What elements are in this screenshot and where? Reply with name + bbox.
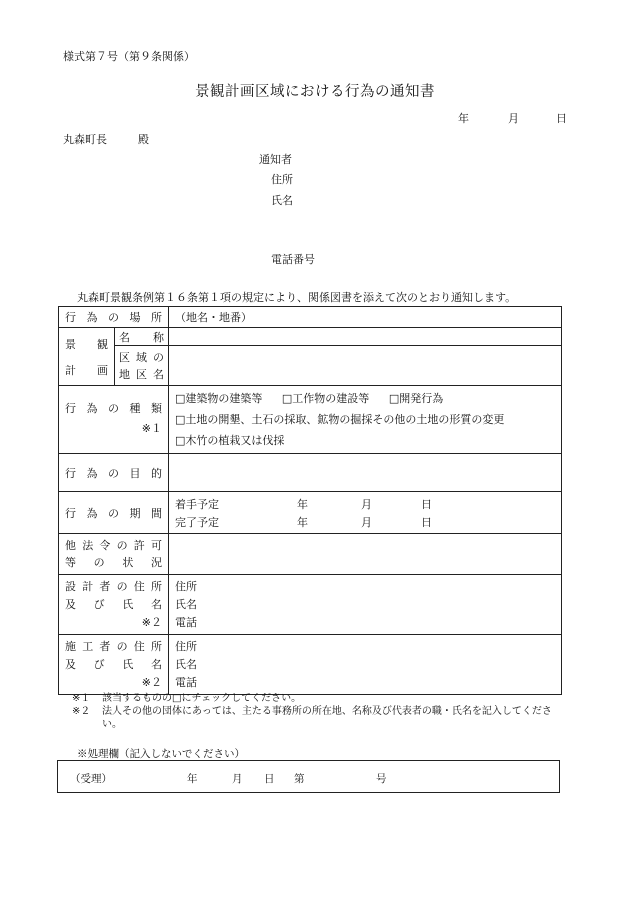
kind-option-structure[interactable]: □工作物の建設等 bbox=[281, 392, 370, 405]
other-law-label bbox=[59, 534, 169, 575]
date-year-label: 年 bbox=[458, 112, 469, 125]
constructor-phone-label[interactable]: 電話 bbox=[175, 675, 197, 689]
district-field[interactable] bbox=[169, 346, 562, 386]
addressee-honorific: 殿 bbox=[138, 133, 149, 146]
form-number: 様式第７号（第９条関係） bbox=[63, 50, 195, 63]
plan-label bbox=[59, 328, 115, 386]
other-law-field[interactable] bbox=[169, 534, 562, 575]
district-label bbox=[115, 346, 169, 386]
date-month-label: 月 bbox=[508, 112, 519, 125]
page-title: 景観計画区域における行為の通知書 bbox=[195, 84, 435, 100]
constructor-field bbox=[169, 635, 562, 695]
designer-name-label[interactable]: 氏名 bbox=[175, 597, 197, 611]
plan-label-line2: 計 画 bbox=[65, 363, 108, 377]
constructor-label-line1: 施工者の住所 bbox=[65, 639, 162, 653]
kind-options bbox=[169, 386, 562, 454]
notifier-address-label: 住所 bbox=[271, 173, 293, 186]
other-law-label-line1: 他法令の許可 bbox=[65, 539, 162, 552]
kind-label: 行為の種類 bbox=[65, 401, 162, 415]
kind-option-development[interactable]: □開発行為 bbox=[388, 392, 444, 405]
notifier-label: 通知者 bbox=[259, 153, 292, 166]
plan-label-line1: 景 観 bbox=[65, 337, 108, 351]
period-start-label: 着手予定 bbox=[175, 497, 219, 511]
footnote-1 bbox=[72, 692, 570, 705]
processing-box bbox=[57, 760, 560, 793]
footnote-2-mark: ※２ bbox=[72, 706, 91, 717]
row-purpose bbox=[59, 454, 562, 492]
period-start-year: 年 bbox=[297, 497, 308, 511]
other-law-label-line2: 等の状況 bbox=[65, 556, 162, 569]
location-label: 行為の場所 bbox=[59, 307, 169, 328]
district-label-line2: 地区名 bbox=[119, 367, 164, 381]
period-end-month: 月 bbox=[361, 515, 372, 529]
designer-field bbox=[169, 575, 562, 635]
location-field[interactable]: （地名・地番） bbox=[169, 307, 562, 328]
period-start-day: 日 bbox=[421, 497, 432, 511]
footnotes bbox=[72, 692, 570, 731]
processing-label: ※処理欄（記入しないでください） bbox=[77, 748, 245, 760]
designer-label-line2: 及び氏名 bbox=[65, 597, 162, 611]
kind-option-building[interactable]: □建築物の建築等 bbox=[175, 392, 263, 405]
processing-dai: 第 bbox=[294, 773, 305, 785]
row-period bbox=[59, 492, 562, 534]
kind-note-mark: ※１ bbox=[141, 421, 162, 435]
constructor-address-label[interactable]: 住所 bbox=[175, 639, 197, 653]
row-plan-district bbox=[59, 346, 562, 386]
designer-address-label[interactable]: 住所 bbox=[175, 579, 197, 593]
designer-label-line1: 設計者の住所 bbox=[65, 579, 162, 593]
kind-option-land-alteration[interactable]: □土地の開墾、土石の採取、鉱物の掘採その他の土地の形質の変更 bbox=[175, 413, 505, 426]
constructor-label-line2: 及び氏名 bbox=[65, 657, 162, 671]
row-designer bbox=[59, 575, 562, 635]
processing-year: 年 bbox=[187, 773, 198, 785]
period-start-month: 月 bbox=[361, 497, 372, 511]
district-label-line1: 区域の bbox=[119, 350, 164, 364]
row-plan-name bbox=[59, 328, 562, 346]
period-end-day: 日 bbox=[421, 515, 432, 529]
row-location bbox=[59, 307, 562, 328]
designer-phone-label[interactable]: 電話 bbox=[175, 615, 197, 629]
notifier-name-label: 氏名 bbox=[271, 194, 293, 207]
period-end-row[interactable] bbox=[175, 513, 561, 531]
footnote-2-text: 法人その他の団体にあっては、主たる事務所の所在地、名称及び代表者の職・氏名を記入してください。 bbox=[102, 706, 552, 730]
kind-option-trees[interactable]: □木竹の植栽又は伐採 bbox=[175, 434, 285, 447]
date-day-label: 日 bbox=[556, 112, 567, 125]
plan-name-field[interactable] bbox=[169, 328, 562, 346]
constructor-label bbox=[59, 635, 169, 695]
footnote-2 bbox=[72, 705, 570, 731]
notification-table bbox=[58, 306, 562, 695]
period-end-label: 完了予定 bbox=[175, 515, 219, 529]
row-other-law bbox=[59, 534, 562, 575]
period-label: 行為の期間 bbox=[59, 492, 169, 534]
kind-label-cell bbox=[59, 386, 169, 454]
constructor-note-mark: ※２ bbox=[141, 675, 162, 689]
designer-label bbox=[59, 575, 169, 635]
processing-day: 日 bbox=[264, 773, 275, 785]
footnote-1-text: 該当するものの□にチェックしてください。 bbox=[102, 693, 302, 704]
purpose-field[interactable] bbox=[169, 454, 562, 492]
intro-text: 丸森町景観条例第１６条第１項の規定により、関係図書を添えて次のとおり通知します。 bbox=[77, 291, 517, 304]
processing-month: 月 bbox=[232, 773, 243, 785]
plan-name-label: 名 称 bbox=[115, 328, 169, 346]
footnote-1-mark: ※１ bbox=[72, 693, 91, 704]
constructor-name-label[interactable]: 氏名 bbox=[175, 657, 197, 671]
addressee-name: 丸森町長 bbox=[63, 133, 107, 146]
purpose-label: 行為の目的 bbox=[59, 454, 169, 492]
period-start-row[interactable] bbox=[175, 495, 561, 513]
processing-go: 号 bbox=[376, 773, 387, 785]
period-end-year: 年 bbox=[297, 515, 308, 529]
period-field bbox=[169, 492, 562, 534]
row-kind bbox=[59, 386, 562, 454]
processing-received: （受理） bbox=[70, 773, 112, 785]
notifier-phone-label: 電話番号 bbox=[271, 253, 315, 266]
designer-note-mark: ※２ bbox=[141, 615, 162, 629]
row-constructor bbox=[59, 635, 562, 695]
